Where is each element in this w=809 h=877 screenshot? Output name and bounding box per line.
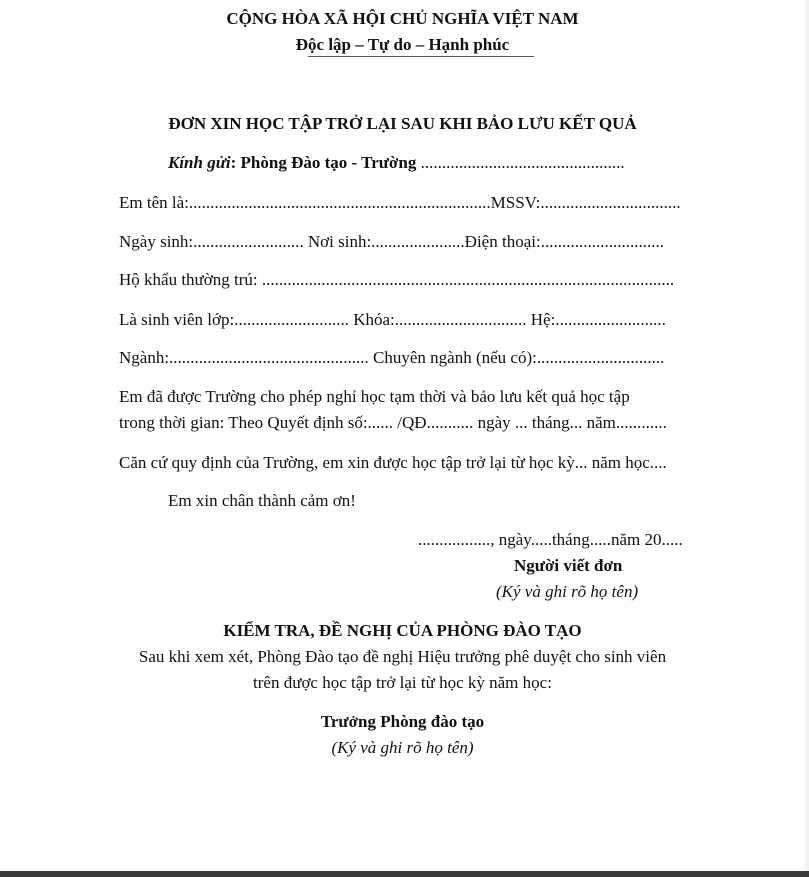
name-field-line: Em tên là:.......................................................................MSSV:................................. bbox=[119, 193, 681, 212]
review-heading: KIỂM TRA, ĐỀ NGHỊ CỦA PHÒNG ĐÀO TẠO bbox=[223, 621, 582, 640]
review-signer: Trưởng Phòng đào tạo bbox=[320, 712, 485, 731]
leave-paragraph-line2: trong thời gian: Theo Quyết định số:...... /QĐ........... ngày ... tháng... năm............ bbox=[119, 413, 667, 432]
addressee-label: Kính gửi bbox=[168, 153, 231, 172]
addressee-line bbox=[168, 153, 625, 173]
birth-field-line: Ngày sinh:.......................... Nơi sinh:......................Điện thoại:............................. bbox=[119, 232, 664, 251]
request-paragraph: Căn cứ quy định của Trường, em xin được học tập trở lại từ học kỳ... năm học.... bbox=[119, 453, 667, 472]
signature-note: (Ký và ghi rõ họ tên) bbox=[496, 582, 639, 601]
form-title: ĐƠN XIN HỌC TẬP TRỞ LẠI SAU KHI BẢO LƯU KẾT QUẢ bbox=[168, 114, 637, 133]
signature-date-line: ................., ngày.....tháng.....năm 20..... bbox=[418, 530, 683, 549]
signature-role: Người viết đơn bbox=[514, 556, 623, 575]
motto-underline bbox=[308, 56, 534, 57]
addressee-dots: ................................................ bbox=[416, 153, 625, 172]
motto: Độc lập – Tự do – Hạnh phúc bbox=[295, 35, 510, 54]
review-line1: Sau khi xem xét, Phòng Đào tạo đề nghị Hiệu trưởng phê duyệt cho sinh viên bbox=[138, 647, 667, 666]
residence-field-line: Hộ khẩu thường trú: ................................................................................................. bbox=[119, 270, 675, 289]
addressee-target: : Phòng Đào tạo - Trường bbox=[230, 153, 417, 172]
review-note: (Ký và ghi rõ họ tên) bbox=[331, 738, 474, 757]
country-header: CỘNG HÒA XÃ HỘI CHỦ NGHĨA VIỆT NAM bbox=[226, 9, 579, 28]
review-line2: trên được học tập trở lại từ học kỳ năm học: bbox=[253, 673, 552, 692]
window-bottom-bar bbox=[0, 871, 809, 877]
page-edge-shadow bbox=[805, 0, 809, 871]
class-field-line: Là sinh viên lớp:........................... Khóa:............................... Hệ:.......................... bbox=[119, 310, 666, 329]
leave-paragraph-line1: Em đã được Trường cho phép nghỉ học tạm thời và bảo lưu kết quả học tập bbox=[119, 387, 630, 406]
thanks-line: Em xin chân thành cảm ơn! bbox=[168, 491, 356, 510]
major-field-line: Ngành:............................................... Chuyên ngành (nếu có):.............................. bbox=[119, 348, 665, 367]
